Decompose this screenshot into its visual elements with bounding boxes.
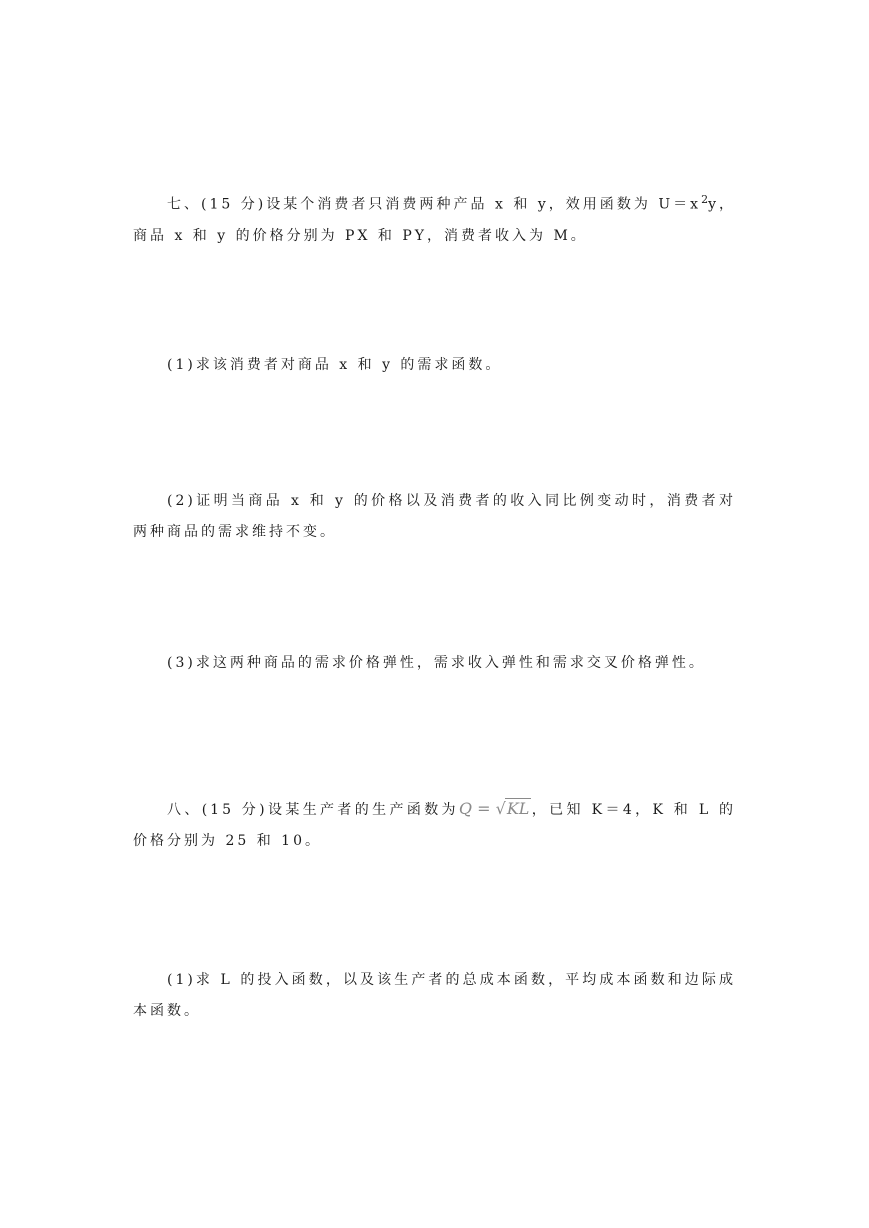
question-8-part-1: (1)求 L 的投入函数，以及该生产者的总成本函数，平均成本函数和边际成本函数。 (133, 972, 736, 1019)
question-7-part-3: (3)求这两种商品的需求价格弹性，需求收入弹性和需求交叉价格弹性。 (167, 655, 706, 671)
question-8-tail: ，已知 K＝4，K 和 L 的价格分别为 25 和 10。 (133, 802, 736, 849)
question-7-stem (133, 184, 736, 252)
sqrt-symbol: √ (495, 799, 506, 818)
question-7-head: 七、(15 分)设某个消费者只消费两种产品 x 和 y，效用函数为 U＝x (167, 196, 702, 213)
question-7-tail: y，商品 x 和 y 的价格分别为 PX 和 PY，消费者收入为 M。 (133, 196, 736, 244)
exponent-2: 2 (701, 193, 709, 206)
question-7-part-1: (1)求该消费者对商品 x 和 y 的需求函数。 (167, 357, 503, 373)
formula-radicand: KL (506, 799, 530, 818)
production-function-formula (459, 793, 531, 824)
question-7-part-2: (2)证明当商品 x 和 y 的价格以及消费者的收入同比例变动时，消费者对两种商品的需求维持不变。 (133, 493, 736, 540)
formula-left: Q = (458, 799, 496, 818)
question-8-head: 八、(15 分)设某生产者的生产函数为 (167, 802, 459, 818)
question-8-stem (133, 793, 736, 857)
